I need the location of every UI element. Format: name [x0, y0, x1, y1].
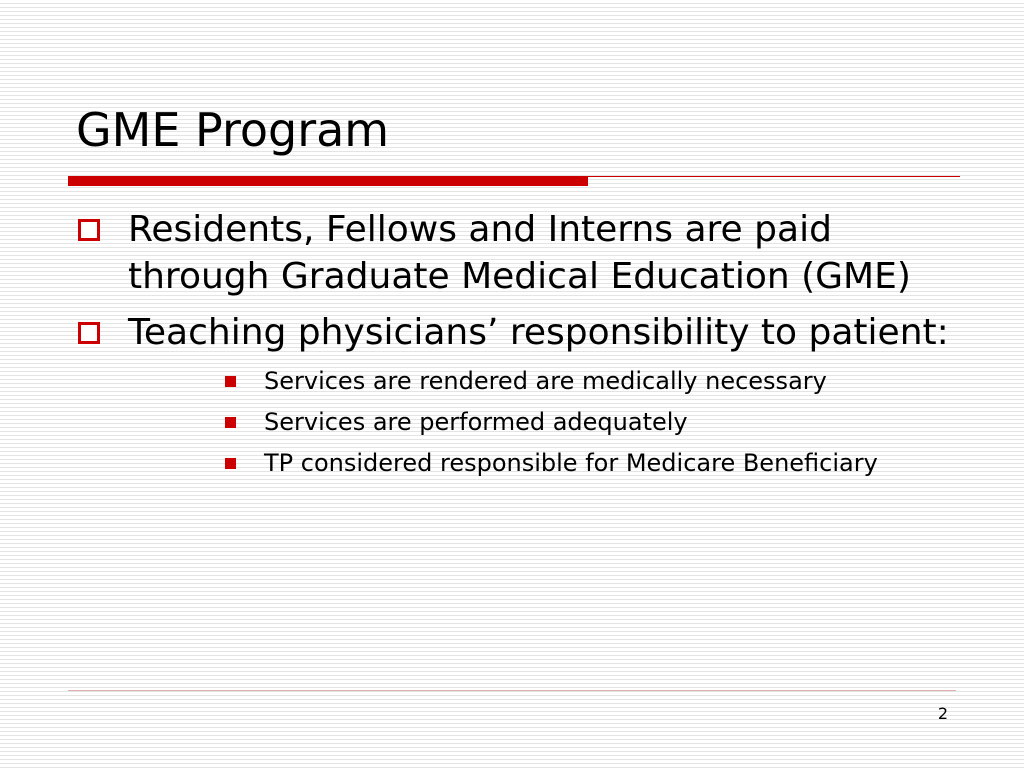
- sub-bullet-item: [264, 447, 954, 480]
- sub-bullet-text: Services are rendered are medically necessary: [264, 367, 827, 395]
- filled-square-icon: [225, 458, 236, 469]
- sub-bullet-text: Services are performed adequately: [264, 408, 688, 436]
- footer-divider: [68, 690, 956, 691]
- title-underline: [68, 176, 588, 186]
- bullet-text: Teaching physicians’ responsibility to patient:: [128, 312, 949, 353]
- filled-square-icon: [225, 376, 236, 387]
- slide-body: [74, 206, 954, 488]
- bullet-item: [74, 206, 954, 300]
- bullet-item: [74, 309, 954, 356]
- sub-bullet-list: [74, 365, 954, 480]
- sub-bullet-item: [264, 406, 954, 439]
- sub-bullet-item: [264, 365, 954, 398]
- bullet-text: Residents, Fellows and Interns are paid through Graduate Medical Education (GME): [128, 209, 911, 297]
- slide-title: GME Program: [76, 103, 390, 157]
- hollow-square-icon: [78, 219, 100, 241]
- page-number: 2: [937, 704, 948, 723]
- title-underline-extension: [588, 176, 960, 177]
- hollow-square-icon: [78, 322, 100, 344]
- filled-square-icon: [225, 417, 236, 428]
- sub-bullet-text: TP considered responsible for Medicare Beneficiary: [264, 449, 878, 477]
